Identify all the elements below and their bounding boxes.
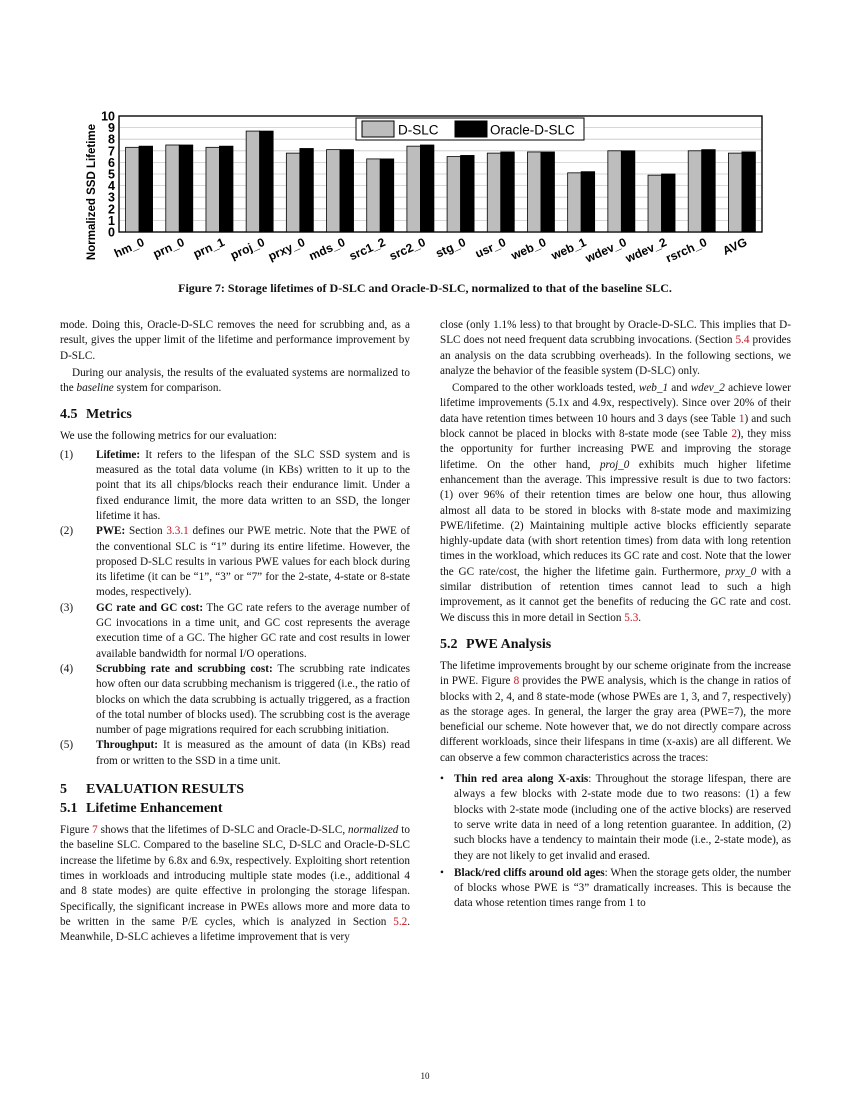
- right-column: [440, 318, 791, 914]
- paragraph: close (only 1.1% less) to that brought by Oracle-D-SLC. This implies that D-SLC does not need frequent data scrubbing invocations. (Section 5.4 provides an analysis on the data scrubbing overheads). In the following sections, we analyze the behavior of the feasible system (D-SLC) only.: [440, 319, 792, 377]
- bar-oracle-d-slc-prxy_0: [300, 148, 314, 232]
- bar-oracle-d-slc-src1_2: [380, 159, 394, 232]
- section-ref-link[interactable]: 5.4: [735, 334, 750, 347]
- bar-d-slc-web_0: [527, 152, 541, 232]
- paragraph: During our analysis, the results of the evaluated systems are normalized to the baseline system for comparison.: [60, 366, 410, 395]
- bar-oracle-d-slc-mds_0: [340, 150, 354, 232]
- x-tick-label: prn_0: [150, 234, 187, 262]
- x-tick-label: AVG: [720, 234, 750, 258]
- bar-d-slc-prn_1: [206, 147, 220, 232]
- bar-oracle-d-slc-prn_0: [179, 145, 193, 232]
- paragraph: mode. Doing this, Oracle-D-SLC removes the need for scrubbing and, as a result, gives the upper limit of the lifetime and performance improvement by D-SLC.: [60, 319, 410, 362]
- bar-d-slc-src1_2: [367, 159, 381, 232]
- list-item: (4) Scrubbing rate and scrubbing cost: The scrubbing rate indicates how often our data scrubbing mechanism is triggered (i.e., the ratio of blocks on which the data scrubbing is actually triggered, as a fraction of the total number of blocks used). The scrubbing cost is the average number of page migrations required for each scrubbing initiation.: [60, 662, 410, 737]
- y-tick-label: 3: [108, 190, 115, 205]
- section-heading-5: 5 EVALUATION RESULTS: [60, 782, 245, 798]
- lifetime-bar-chart: [0, 0, 850, 275]
- list-item: (5) Throughput: It is measured as the amount of data (in KBs) read from or written to the SSD in a time unit.: [60, 739, 410, 767]
- bar-oracle-d-slc-avg: [742, 152, 756, 232]
- table-ref-link[interactable]: 1: [738, 412, 745, 425]
- x-tick-label: prn_1: [191, 234, 227, 262]
- y-tick-label: 0: [108, 225, 115, 240]
- left-column: [60, 318, 410, 945]
- bar-oracle-d-slc-stg_0: [461, 155, 475, 232]
- figure-ref-link[interactable]: 8: [513, 675, 520, 688]
- paragraph: Figure 7 shows that the lifetimes of D-SLC and Oracle-D-SLC, normalized to the baseline SLC. Compared to the baseline SLC, D-SLC and Oracle-D-SLC increase the lifetime by 6.8x and 6.9x, respectively. Exploiting short retention times in workloads and introducing multiple state modes (i.e., additional 4 and 8 state modes) are quite effective in prolonging the storage lifespan. Specifically, the significant increase in PWEs allows more and more data to be written in the same P/E cycles, which is analyzed in Section 5.2. Meanwhile, D-SLC achieves a lifetime improvement that is very: [60, 824, 410, 944]
- paragraph: Compared to the other workloads tested, web_1 and wdev_2 achieve lower lifetime improvements (5.1x and 4.9x, respectively). Since over 20% of their data have retention times between 10 hours and 3 days (see Table 1) and such block cannot be placed in blocks with 8-state mode (see Table 2), they miss the opportunity for further increasing PWE and improving the storage lifetime. On the other hand, proj_0 exhibits much higher lifetime enhancement than the average. This impressive result is due to two factors: (1) over 96% of their retention times are below one hour, thus allowing almost all data to be stored in blocks with 8-state mode and maximizing PWE/lifetime. (2) Maintaining multiple active blocks efficiently separate highly-update data (with short retention times) from data with long retention times in the workload, which reduces its GC rate and cost. Note that the lower the GC rate/cost, the higher the lifetime gain. Furthermore, prxy_0 with a similar distribution of retention times cannot lead to such a high improvement, as it cannot get the benefits of reducing the GC rate and cost. We discuss this in more detail in Section 5.3.: [440, 382, 791, 624]
- bar-d-slc-hm_0: [126, 147, 140, 232]
- y-tick-label: 5: [108, 167, 115, 182]
- bar-d-slc-rsrch_0: [688, 151, 702, 232]
- observations-list: [440, 772, 791, 912]
- legend-label-d-slc: D-SLC: [398, 122, 439, 138]
- y-tick-label: 4: [108, 179, 115, 194]
- x-tick-label: hm_0: [111, 234, 147, 261]
- legend-label-oracle-d-slc: Oracle-D-SLC: [490, 122, 575, 138]
- x-tick-label: wdev_0: [583, 234, 629, 266]
- x-tick-label: prxy_0: [266, 234, 308, 264]
- bar-oracle-d-slc-usr_0: [501, 152, 515, 232]
- section-heading-4-5: 4.5 Metrics: [60, 407, 132, 423]
- legend-swatch-d-slc: [362, 121, 394, 137]
- list-item: (3) GC rate and GC cost: The GC rate refers to the average number of GC invocations in a time unit, and GC cost represents the average execution time of a GC. The higher GC rate and cost results in lower available bandwidth for normal I/O operations.: [60, 601, 410, 660]
- figure-ref-link[interactable]: 7: [92, 824, 98, 837]
- x-tick-label: mds_0: [306, 234, 348, 264]
- x-tick-label: wdev_2: [623, 234, 669, 266]
- x-tick-label: usr_0: [473, 234, 509, 261]
- bar-oracle-d-slc-wdev_0: [621, 151, 635, 232]
- figure-caption: Figure 7: Storage lifetimes of D-SLC and Oracle-D-SLC, normalized to that of the baseline SLC.: [178, 281, 672, 295]
- x-tick-label: src2_0: [387, 234, 428, 264]
- bar-d-slc-web_1: [568, 173, 582, 232]
- x-tick-label: proj_0: [228, 234, 267, 263]
- bar-oracle-d-slc-rsrch_0: [702, 150, 716, 232]
- legend-swatch-oracle-d-slc: [455, 121, 487, 137]
- x-tick-label: web_1: [549, 234, 589, 263]
- section-ref-link[interactable]: 5.2: [393, 915, 408, 928]
- paragraph: We use the following metrics for our evaluation:: [60, 430, 277, 443]
- section-heading-5-2: 5.2 PWE Analysis: [440, 636, 552, 652]
- bar-oracle-d-slc-hm_0: [139, 146, 153, 232]
- bar-d-slc-avg: [728, 153, 742, 232]
- y-tick-label: 1: [108, 213, 115, 228]
- bar-oracle-d-slc-web_0: [541, 152, 555, 232]
- page-number: 10: [420, 1071, 430, 1081]
- bar-d-slc-mds_0: [327, 150, 341, 232]
- bar-d-slc-prxy_0: [286, 153, 300, 232]
- bar-oracle-d-slc-prn_1: [219, 146, 233, 232]
- section-heading-5-1: 5.1 Lifetime Enhancement: [60, 801, 223, 817]
- paragraph: The lifetime improvements brought by our scheme originate from the increase in PWE. Figure 8 provides the PWE analysis, which is the change in ratios of blocks with 2, 4, and 8 state-mode (whose PWEs are 1, 3, and 7, respectively) as the storage ages. In general, the larger the gray area (PWE=7), the more beneficial our scheme. Note however that, we do not directly compare across different workloads, since their lifespans in time (x-axis) are all different. We can observe a few common characteristics across the traces:: [440, 659, 791, 764]
- y-axis-label: Normalized SSD Lifetime: [86, 123, 98, 261]
- bar-d-slc-prn_0: [166, 145, 180, 232]
- bar-d-slc-usr_0: [487, 153, 501, 232]
- bar-oracle-d-slc-src2_0: [420, 145, 434, 232]
- y-tick-label: 7: [108, 144, 115, 159]
- section-ref-link[interactable]: 3.3.1: [166, 525, 189, 538]
- bar-d-slc-proj_0: [246, 131, 260, 232]
- y-tick-label: 10: [101, 109, 115, 124]
- x-tick-label: src1_2: [346, 234, 388, 264]
- bar-d-slc-stg_0: [447, 157, 461, 232]
- list-item: • Thin red area along X-axis: Throughout the storage lifespan, there are always a few blocks with 2-state mode due to two reasons: (1) a few blocks with 2-state mode (including one of the active blocks) are reserved to serve write data in need of a long retention guarantee. In addition, (2) such blocks have a tendency to maintain their mode (i.e., 2-state mode), as they are not likely to get invalid and erased.: [440, 773, 791, 862]
- y-tick-label: 6: [108, 155, 115, 170]
- bar-oracle-d-slc-proj_0: [260, 131, 274, 232]
- bar-d-slc-wdev_2: [648, 175, 662, 232]
- x-tick-label: web_0: [508, 234, 549, 263]
- bar-d-slc-wdev_0: [608, 151, 622, 232]
- metrics-list: [60, 448, 410, 769]
- bar-oracle-d-slc-wdev_2: [662, 174, 676, 232]
- x-tick-label: rsrch_0: [663, 234, 709, 266]
- y-tick-label: 9: [108, 121, 115, 136]
- chart-legend: [356, 118, 584, 140]
- bar-oracle-d-slc-web_1: [581, 172, 595, 232]
- list-item: (1) Lifetime: It refers to the lifespan of the SLC SSD system and is measured as the total data volume (in KBs) written to it up to the point that its all chips/blocks reach their endurance limit. Under a fixed endurance limit, the more data written to an SSD, the longer lifetime it has.: [60, 448, 410, 522]
- bar-d-slc-src2_0: [407, 146, 421, 232]
- x-tick-label: stg_0: [433, 234, 468, 261]
- section-ref-link[interactable]: 5.3: [624, 611, 639, 624]
- y-tick-label: 8: [108, 132, 115, 147]
- list-item: • Black/red cliffs around old ages: When the storage gets older, the number of blocks whose PWE is “3” dramatically increases. This is because the data whose retention times range from 1 to: [440, 866, 792, 910]
- y-tick-label: 2: [108, 202, 115, 217]
- list-item: (2) PWE: Section 3.3.1 defines our PWE metric. Note that the PWE of the conventional SLC is “1” during its entire lifetime. However, the proposed D-SLC results in various PWE values for each block during its lifetime (it can be “1”, “3” or “7” for the 2-state, 4-state or 8-state modes, respectively).: [60, 525, 410, 599]
- table-ref-link[interactable]: 2: [731, 428, 738, 441]
